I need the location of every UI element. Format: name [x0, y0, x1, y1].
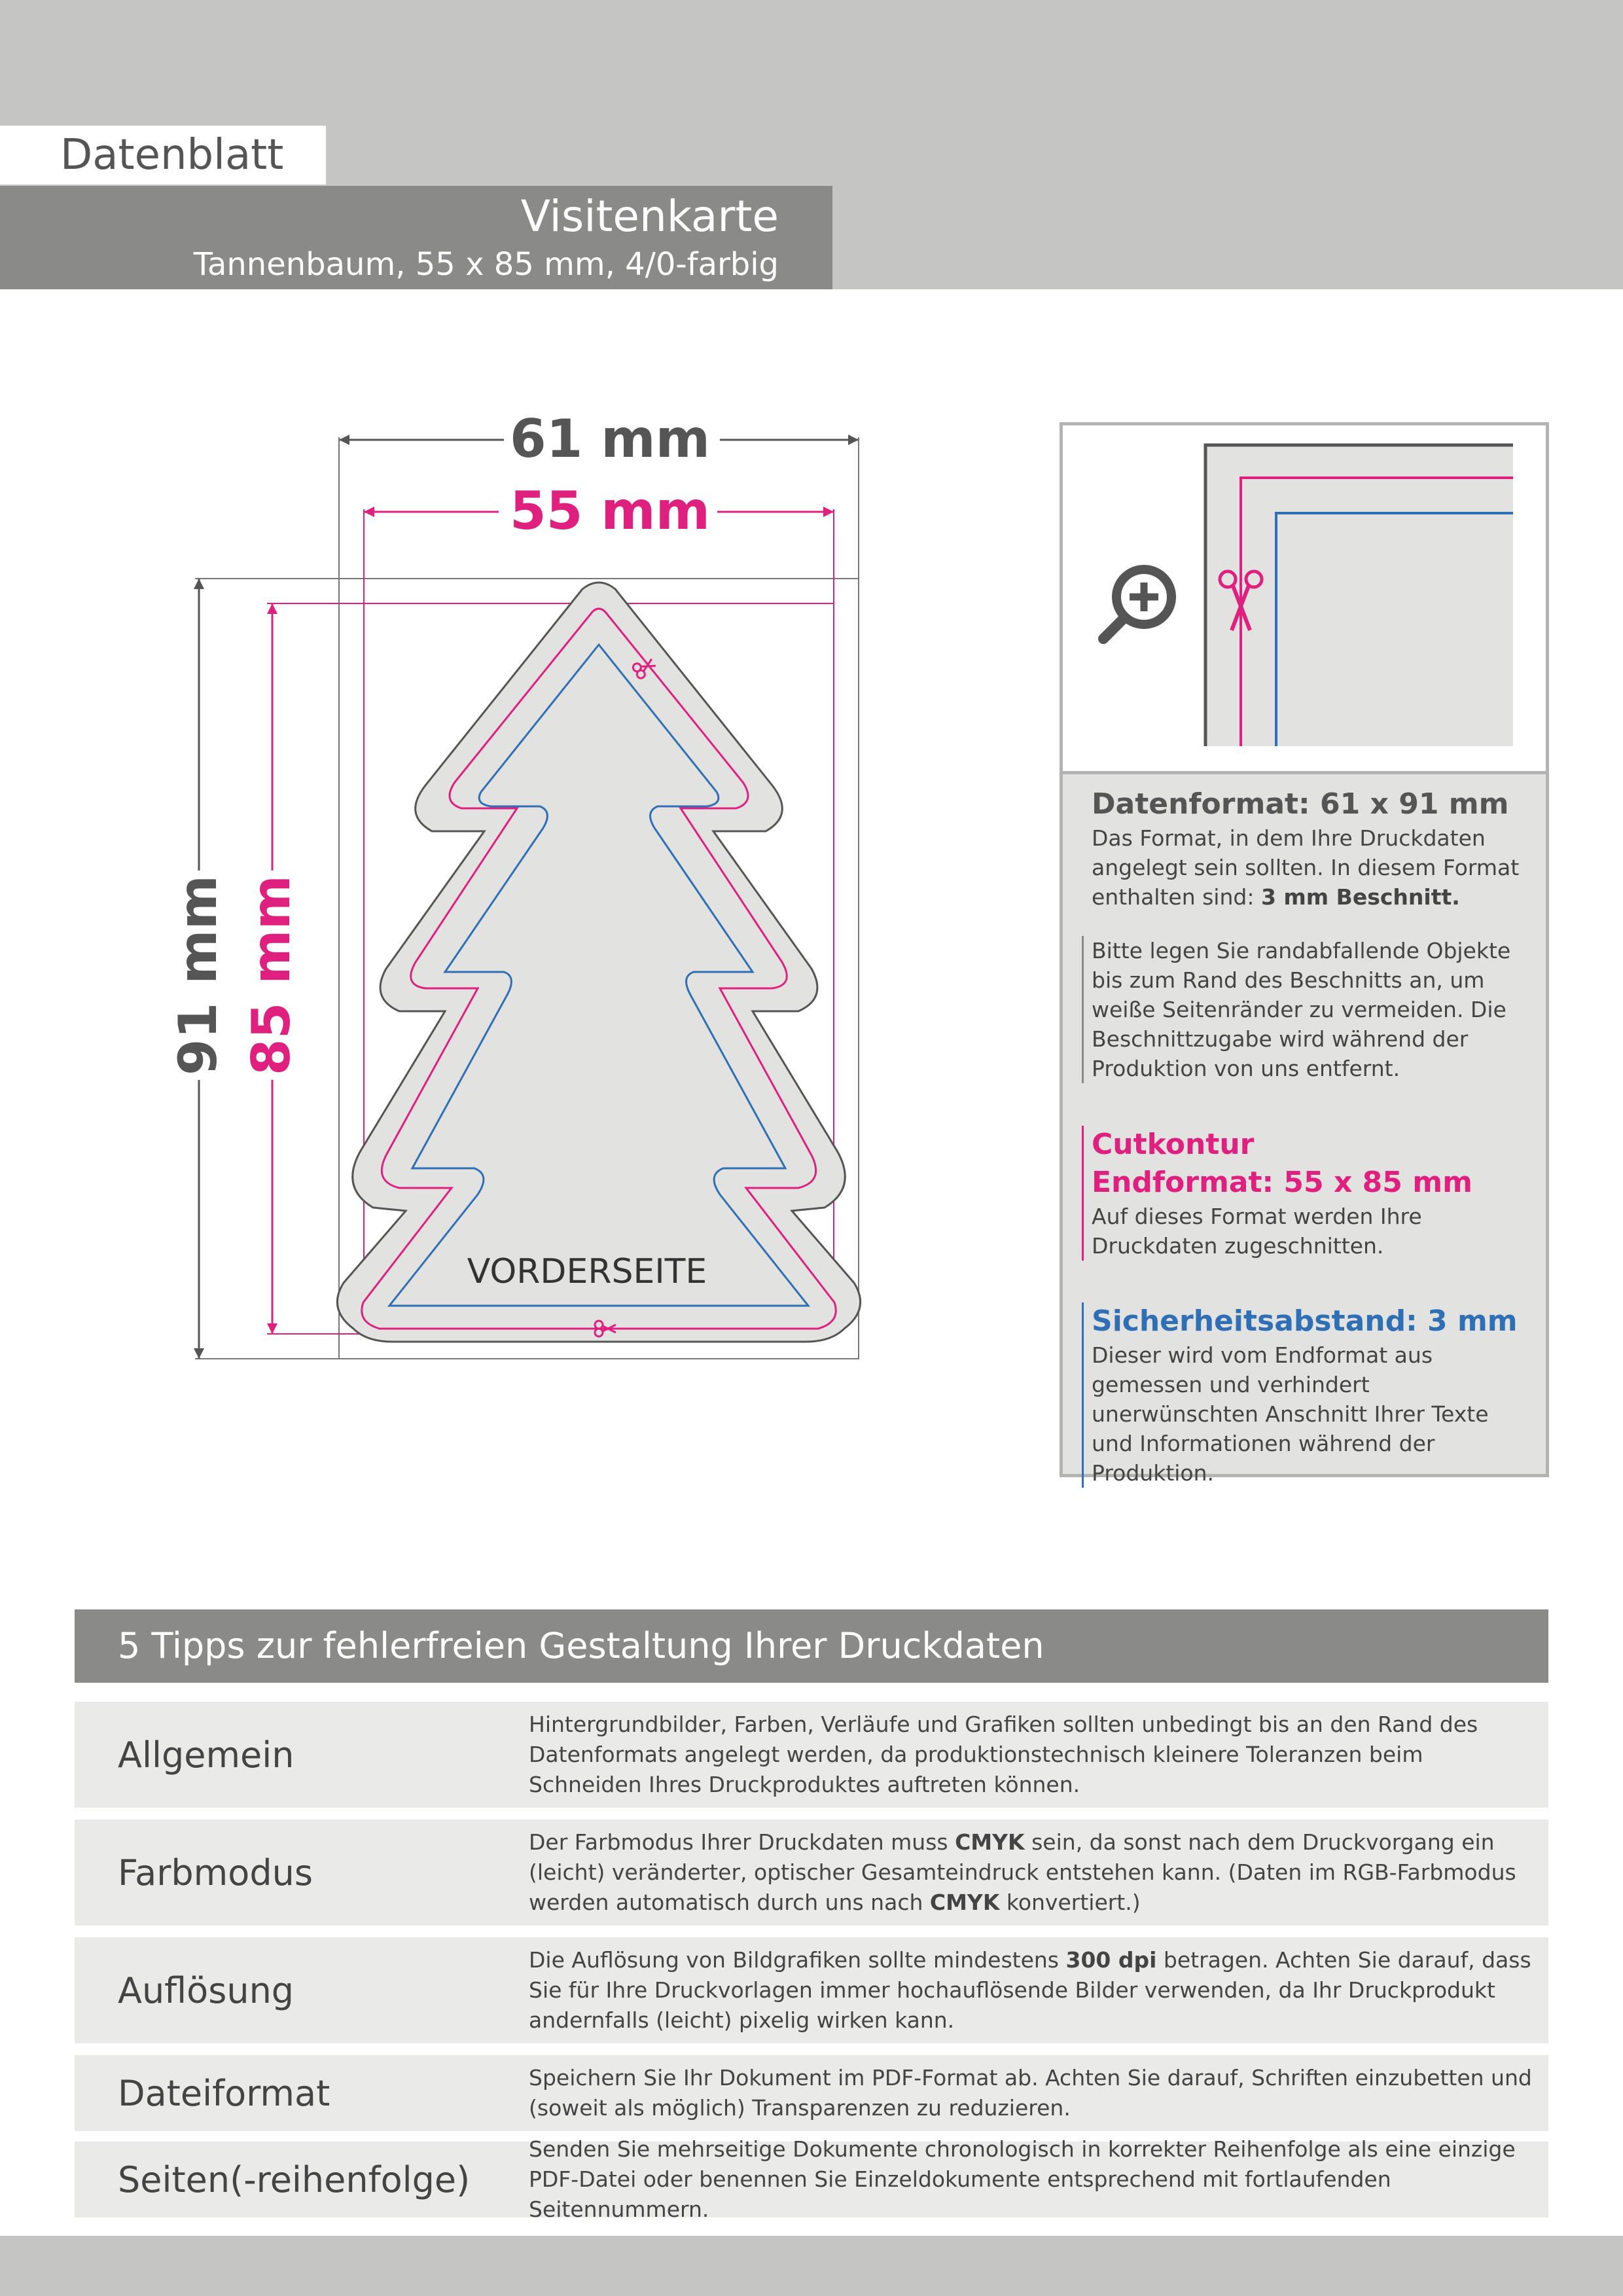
title-bar [0, 186, 832, 289]
datenblatt-label: Datenblatt [0, 126, 326, 185]
datenformat-text: Das Format, in dem Ihre Druckdaten angelegt sein sollten. In diesem Format enthalten sind: 3 mm Beschnitt. [1092, 825, 1520, 910]
cut-title-1: Cutkontur [1092, 1128, 1255, 1161]
zoom-in-icon [1103, 569, 1171, 639]
safety-section [1082, 1302, 1533, 1488]
safety-title: Sicherheitsabstand: 3 mm [1092, 1304, 1518, 1338]
tip-label: Farbmodus [118, 1852, 313, 1893]
tip-row-seiten [75, 2136, 1548, 2222]
arrow-left-mag [364, 507, 374, 517]
tip-label: Dateiformat [118, 2072, 330, 2114]
tip-text: Hintergrundbilder, Farben, Verläufe und Grafiken sollten unbedingt bis an den Rand des Datenformats angelegt werden, da produktionstechnisch kleinere Toleranzen beim Schneiden Ihres Druckproduktes auftreten können. [529, 1712, 1478, 1797]
bleed-note: Bitte legen Sie randabfallende Objekte bis zum Rand des Beschnitts an, um weiße Seitenränder zu vermeiden. Die Beschnittzugabe wird während der Produktion von uns entfernt. [1082, 936, 1533, 1083]
footer-band [0, 2236, 1623, 2296]
page-subtitle: Tannenbaum, 55 x 85 mm, 4/0-farbig [193, 246, 779, 283]
corner-illustration-svg [1063, 425, 1546, 771]
tip-text: Der Farbmodus Ihrer Druckdaten muss CMYK sein, da sonst nach dem Druckvorgang ein (leicht) veränderter, optischer Gesamteindruck entstehen kann. (Daten im RGB-Farbmodus werden automatisch durch uns nach CMYK konvertiert.) [529, 1829, 1516, 1915]
tip-label: Allgemein [118, 1734, 294, 1776]
datenformat-title: Datenformat: 61 x 91 mm [1092, 787, 1509, 821]
tip-text: Senden Sie mehrseitige Dokumente chronologisch in korrekter Reihenfolge als eine einzige PDF-Datei oder benennen Sie Einzeldokumente entsprechend mit fortlaufenden Seitennummern. [529, 2136, 1516, 2222]
tip-row-dateiformat [75, 2055, 1548, 2131]
cut-title-2: Endformat: 55 x 85 mm [1092, 1166, 1472, 1199]
arrow-left [339, 435, 349, 445]
arrow-up-mag [267, 603, 277, 614]
corner-illustration [1063, 425, 1546, 774]
tip-text: Speichern Sie Ihr Dokument im PDF-Format ab. Achten Sie darauf, Schriften einzubetten und (soweit als möglich) Transparenzen zu reduzieren. [529, 2065, 1532, 2121]
cut-text: Auf dieses Format werden Ihre Druckdaten zugeschnitten. [1092, 1204, 1422, 1259]
arrow-right-mag [823, 507, 834, 517]
arrow-down-mag [267, 1323, 277, 1334]
tip-label: Auflösung [118, 1969, 294, 2011]
tip-label: Seiten(-reihenfolge) [118, 2159, 471, 2200]
cut-section [1082, 1126, 1533, 1261]
tip-row-aufloesung [75, 1937, 1548, 2043]
side-label: VORDERSEITE [467, 1252, 707, 1291]
tip-text: Die Auflösung von Bildgrafiken sollte mindestens 300 dpi betragen. Achten Sie darauf, dass Sie für Ihre Druckvorlagen immer hochauflösende Bilder verwenden, da Ihr Druckprodukt andernfalls (leicht) pixelig wirken kann. [529, 1947, 1531, 2033]
arrow-right [848, 435, 859, 445]
height-inner-label: 85 mm [241, 875, 302, 1075]
tip-row-farbmodus [75, 1820, 1548, 1926]
arrow-down [194, 1348, 204, 1359]
height-outer-label: 91 mm [168, 875, 228, 1075]
tips-heading: 5 Tipps zur fehlerfreien Gestaltung Ihrer Druckdaten [75, 1609, 1548, 1683]
safety-text: Dieser wird vom Endformat aus gemessen und verhindert unerwünschten Anschnitt Ihrer Texte und Informationen während der Produktion. [1092, 1342, 1489, 1486]
width-inner-label: 55 mm [510, 480, 710, 541]
page-title: Visitenkarte [520, 191, 779, 242]
arrow-up [194, 579, 204, 589]
tree-format-diagram [0, 367, 916, 1388]
tip-row-allgemein [75, 1702, 1548, 1808]
width-outer-label: 61 mm [510, 408, 710, 469]
format-info-box [1060, 422, 1549, 1486]
